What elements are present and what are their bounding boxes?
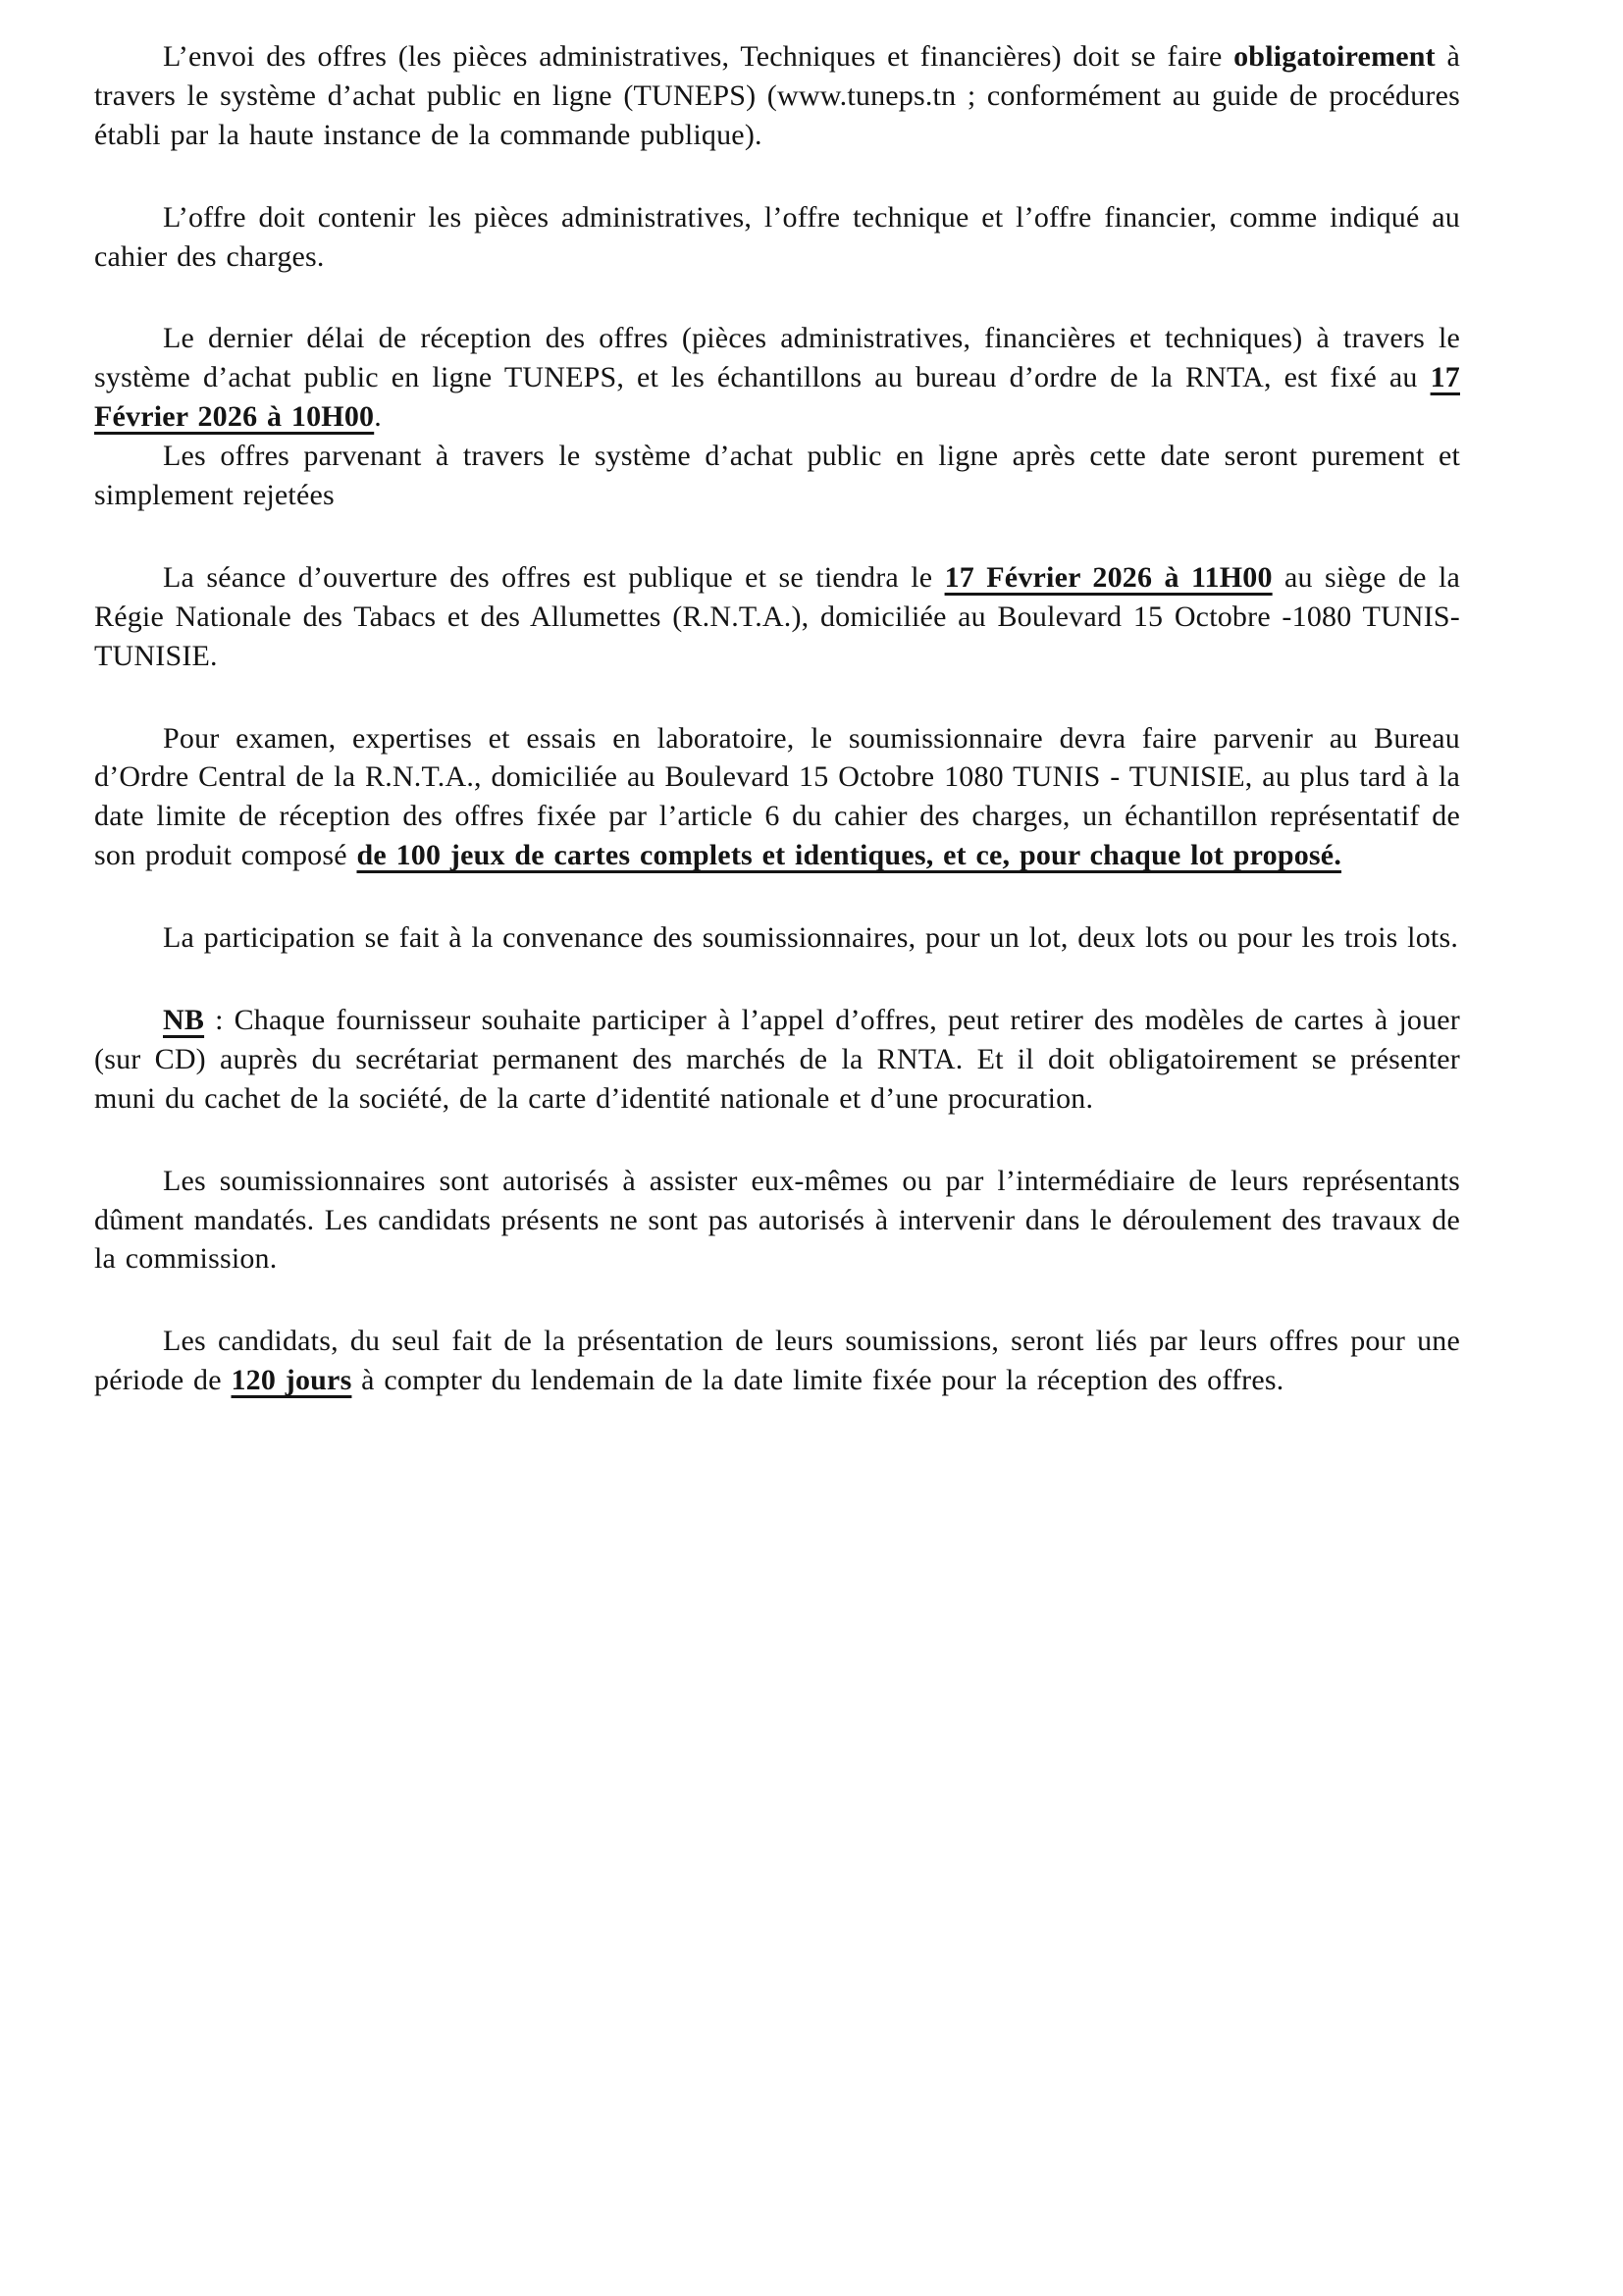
text-run: : Chaque fournisseur souhaite participer à l’appel d’offres, peut retirer des modèles de cartes à jouer (sur CD) auprès du secrétariat permanent des marchés de la RNTA. Et il doit obligatoirement se présenter muni du cachet de la société, de la carte d’identité nationale et d’une procuration. <box>94 1004 1460 1115</box>
text-run: La participation se fait à la convenance des soumissionnaires, pour un lot, deux lots ou pour les trois lots. <box>163 921 1459 955</box>
text-run: NB <box>163 1004 205 1037</box>
text-run: . <box>374 400 382 434</box>
text-run: à travers le système d’achat public en ligne (TUNEPS) (www.tuneps.tn ; conformément au guide de procédures établi par la haute instance de la commande publique). <box>94 40 1461 151</box>
paragraph-assistance-soumissionnaires <box>94 1162 1460 1279</box>
text-run: L’offre doit contenir les pièces administratives, l’offre technique et l’offre financier, comme indiqué au cahier des charges. <box>94 200 1460 273</box>
text-run: de 100 jeux de cartes complets et identiques, et ce, pour chaque lot proposé. <box>356 839 1342 872</box>
text-run: 120 jours <box>231 1364 352 1397</box>
text-run: La séance d’ouverture des offres est publique et se tiendra le <box>163 560 945 594</box>
text-run: L’envoi des offres (les pièces administratives, Techniques et financières) doit se faire <box>163 40 1234 73</box>
text-run: Pour examen, expertises et essais en laboratoire, le soumissionnaire devra faire parvenir au Bureau d’Ordre Central de la R.N.T.A., domiciliée au Boulevard 15 Octobre 1080 TUNIS - TUNISIE, au plus tard à la date limite de réception des offres fixée par l’article 6 du cahier des charges, un échantillon représentatif de son produit composé <box>94 721 1460 872</box>
paragraph-participation-lots <box>94 918 1460 958</box>
text-run: au siège de la Régie Nationale des Tabacs et des Allumettes (R.N.T.A.), domiciliée au Boulevard 15 Octobre -1080 TUNIS-TUNISIE. <box>94 560 1460 672</box>
paragraph-dernier-delai <box>94 319 1460 437</box>
text-run: à compter du lendemain de la date limite fixée pour la réception des offres. <box>351 1364 1284 1397</box>
text-run: 17 Février 2026 à 10H00 <box>94 361 1460 434</box>
text-run: Les offres parvenant à travers le système d’achat public en ligne après cette date seront purement et simplement rejetées <box>94 440 1460 512</box>
paragraph-envoi-offres <box>94 37 1460 155</box>
paragraph-validite-offres <box>94 1322 1460 1400</box>
paragraph-echantillons-laboratoire <box>94 719 1460 876</box>
text-run: Le dernier délai de réception des offres (pièces administratives, financières et techniques) à travers le système d’achat public en ligne TUNEPS, et les échantillons au bureau d’ordre de la RNTA, est fixé au <box>94 322 1460 394</box>
text-run: Les candidats, du seul fait de la présentation de leurs soumissions, seront liés par leurs offres pour une période de <box>94 1325 1460 1397</box>
paragraph-nota-bene <box>94 1001 1460 1119</box>
paragraph-contenu-offre <box>94 198 1460 277</box>
text-run: 17 Février 2026 à 11H00 <box>944 560 1273 594</box>
paragraph-offres-rejetees <box>94 437 1460 515</box>
paragraph-seance-ouverture <box>94 558 1460 676</box>
text-run: Les soumissionnaires sont autorisés à assister eux-mêmes ou par l’intermédiaire de leurs représentants dûment mandatés. Les candidats présents ne sont pas autorisés à intervenir dans le déroulement des travaux de la commission. <box>94 1164 1460 1276</box>
text-run: obligatoirement <box>1233 40 1436 73</box>
document-body <box>94 37 1460 1400</box>
